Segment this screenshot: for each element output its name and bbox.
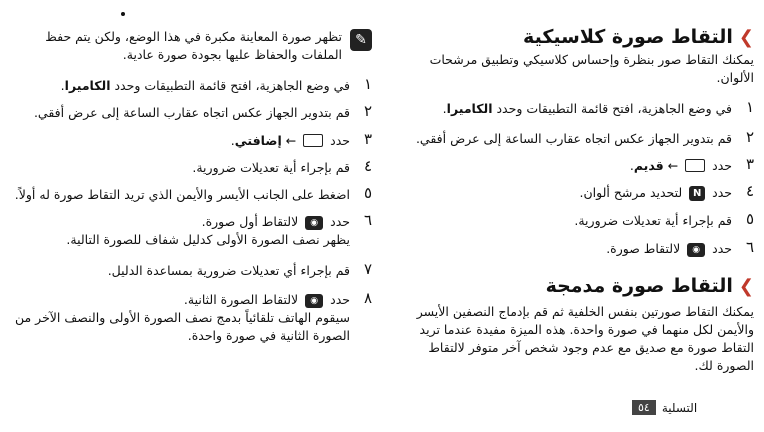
section-intro-classic: يمكنك التقاط صور بنظرة وإحساس كلاسيكي وتطبيق مرشحات الألوان. — [429, 52, 754, 85]
camera-shutter-icon: ◉ — [687, 243, 705, 257]
mode-box-icon — [685, 159, 705, 172]
pencil-note-icon: ✎ — [350, 29, 372, 51]
section-title-classic: ❯التقاط صورة كلاسيكية — [523, 26, 754, 48]
chevron-icon: ❯ — [738, 27, 754, 48]
chevron-icon: ❯ — [738, 276, 754, 297]
page-number: ٥٤ — [632, 400, 656, 415]
page-footer — [632, 400, 697, 415]
camera-shutter-icon: ◉ — [305, 294, 323, 308]
right-column: ❯التقاط صورة كلاسيكية يمكنك التقاط صور بنظرة وإحساس كلاسيكي وتطبيق مرشحات الألوان. ١ في وضع الجاهزية، افتح قائمة التطبيقات وحدد الكاميرا. ٢ قم بتدوير الجهاز عكس اتجاه عقارب الساعة إلى عرض أفقي. ٣ حدد ← قديم. ٤ حدد N لتحديد مرشح ألوان. ٥ قم بإجراء أية تعديلات ضرورية. ٦ حدد ◉ لالتقاط صورة. ❯التقاط صورة مدمجة يمكنك التقاط صورتين بنفس الخلفية ثم قم بإدماج النصفين الأيسر والأيمن لكل منهما في صورة واحدة. هذه الميزة مفيدة عندما تريد التقاط صورة مع صديق مع عدم وجود شخص آخر متوفر لالتقاط الصورة لك. — [415, 26, 754, 373]
left-column: ✎ تظهر صورة المعاينة مكبرة في هذا الوضع، ولكن يتم حفظ الملفات والحفاظ عليها بجودة صورة عادية. ١ في وضع الجاهزية، افتح قائمة التطبيقات وحدد الكاميرا. ٢ قم بتدوير الجهاز عكس اتجاه عقارب الساعة إلى عرض أفقي. ٣ حدد ← إضافتي. ٤ قم بإجراء أية تعديلات ضرورية. ٥ اضغط على الجانب الأيسر والأيمن الذي تريد التقاط صورة له أولاً. ٦ حدد ◉ لالتقاط أول صورة. يظهر نصف الصورة الأولى كدليل شفاف للصورة التالية. ٧ قم بإجراء أي تعديلات ضرورية بمساعدة الدليل. ٨ حدد ◉ لالتقاط الصورة الثانية. سيقوم الهاتف تلقائياً بدمج نصف الصورة الأولى والنصف الآخر من الصورة الثانية في صورة واحدة. — [12, 0, 372, 432]
note-text: تظهر صورة المعاينة مكبرة في هذا الوضع، ولكن يتم حفظ الملفات والحفاظ عليها بجودة صورة عادية. — [45, 29, 342, 62]
section-title-merged: ❯التقاط صورة مدمجة — [545, 275, 754, 297]
section-intro-merged: يمكنك التقاط صورتين بنفس الخلفية ثم قم بإدماج النصفين الأيسر والأيمن لكل منهما في صورة واحدة. هذه الميزة مفيدة عندما تريد التقاط صورة مع صديق مع عدم وجود شخص آخر متوفر لالتقاط الصورة لك. — [416, 304, 754, 373]
filter-n-icon: N — [689, 186, 705, 201]
mode-box-icon — [303, 134, 323, 147]
footer-section-label: التسلية — [661, 400, 698, 415]
camera-shutter-icon: ◉ — [305, 216, 323, 230]
